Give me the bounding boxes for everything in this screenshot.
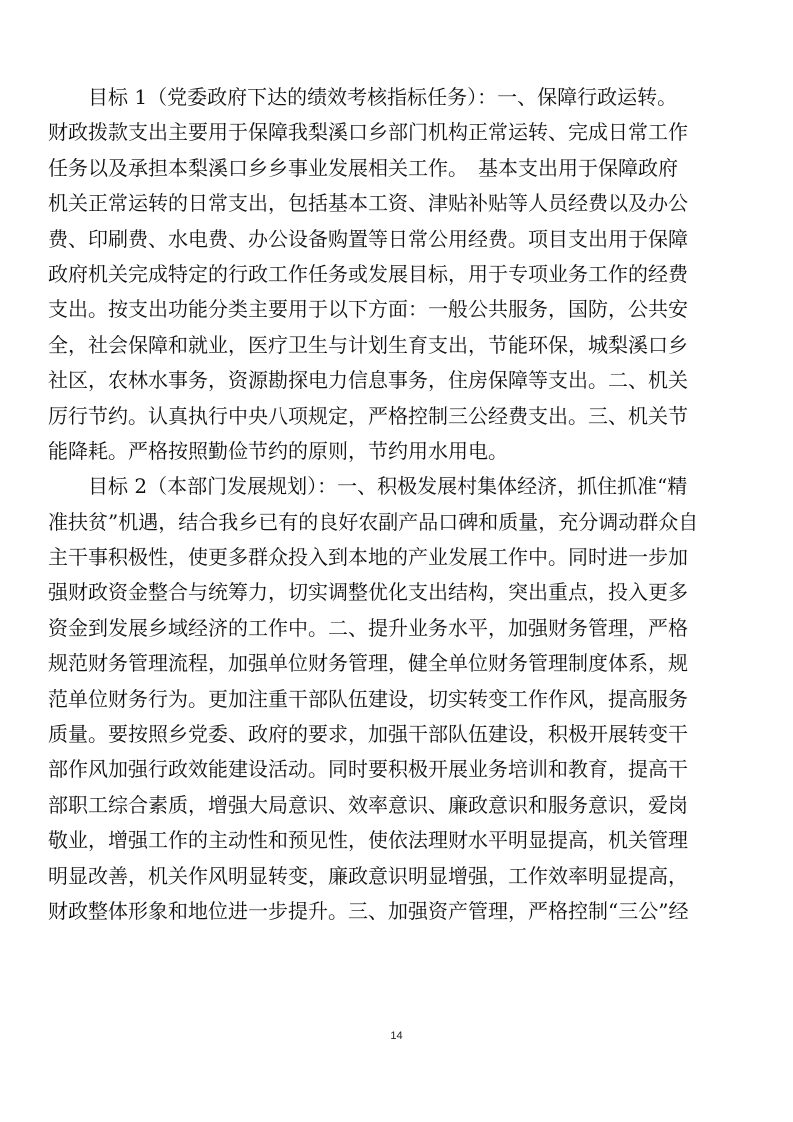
paragraph-line: 社区，农林水事务，资源勘探电力信息事务，住房保障等支出。二、机关 <box>48 368 688 393</box>
paragraph-line: 主干事积极性，使更多群众投入到本地的产业发展工作中。同时进一步加 <box>48 545 688 570</box>
paragraph-line: 任务以及承担本梨溪口乡乡事业发展相关工作。 基本支出用于保障政府 <box>48 155 678 180</box>
paragraph-line: 能降耗。严格按照勤俭节约的原则，节约用水用电。 <box>48 438 508 463</box>
paragraph-line: 部作风加强行政效能建设活动。同时要积极开展业务培训和教育，提高干 <box>48 757 688 782</box>
paragraph-line: 财政拨款支出主要用于保障我梨溪口乡部门机构正常运转、完成日常工作 <box>48 120 688 145</box>
paragraph-line: 全，社会保障和就业，医疗卫生与计划生育支出，节能环保，城梨溪口乡 <box>48 332 688 357</box>
paragraph-line: 规范财务管理流程，加强单位财务管理，健全单位财务管理制度体系，规 <box>48 651 688 676</box>
paragraph-line: 厉行节约。认真执行中央八项规定，严格控制三公经费支出。三、机关节 <box>48 403 688 428</box>
page-number: 14 <box>390 1030 403 1042</box>
paragraph-line: 目标 1（党委政府下达的绩效考核指标任务）：一、保障行政运转。 <box>88 85 678 109</box>
document-body <box>48 80 748 929</box>
paragraph-line: 费、印刷费、水电费、办公设备购置等日常公用经费。项目支出用于保障 <box>48 226 688 251</box>
paragraph-line: 目标 2（本部门发展规划）：一、积极发展村集体经济，抓住抓准“精 <box>88 474 688 499</box>
paragraph-line: 机关正常运转的日常支出，包括基本工资、津贴补贴等人员经费以及办公 <box>48 191 688 216</box>
paragraph-line: 部职工综合素质，增强大局意识、效率意识、廉政意识和服务意识，爱岗 <box>48 792 688 817</box>
paragraph-line: 财政整体形象和地位进一步提升。三、加强资产管理，严格控制“三公”经 <box>48 898 689 923</box>
paragraph-line: 质量。要按照乡党委、政府的要求，加强干部队伍建设，积极开展转变干 <box>48 722 688 747</box>
paragraph-line: 敬业，增强工作的主动性和预见性，使依法理财水平明显提高，机关管理 <box>48 828 688 853</box>
paragraph-line: 支出。按支出功能分类主要用于以下方面：一般公共服务，国防，公共安 <box>48 297 688 322</box>
paragraph-line: 准扶贫”机遇，结合我乡已有的良好农副产品口碑和质量，充分调动群众自 <box>48 509 699 534</box>
paragraph-line: 强财政资金整合与统筹力，切实调整优化支出结构，突出重点，投入更多 <box>48 580 688 605</box>
paragraph-line: 明显改善，机关作风明显转变，廉政意识明显增强，工作效率明显提高， <box>48 863 688 888</box>
paragraph-line: 资金到发展乡域经济的工作中。二、提升业务水平，加强财务管理，严格 <box>48 615 688 640</box>
paragraph-line: 范单位财务行为。更加注重干部队伍建设，切实转变工作作风，提高服务 <box>48 686 688 711</box>
paragraph-line: 政府机关完成特定的行政工作任务或发展目标，用于专项业务工作的经费 <box>48 261 688 286</box>
